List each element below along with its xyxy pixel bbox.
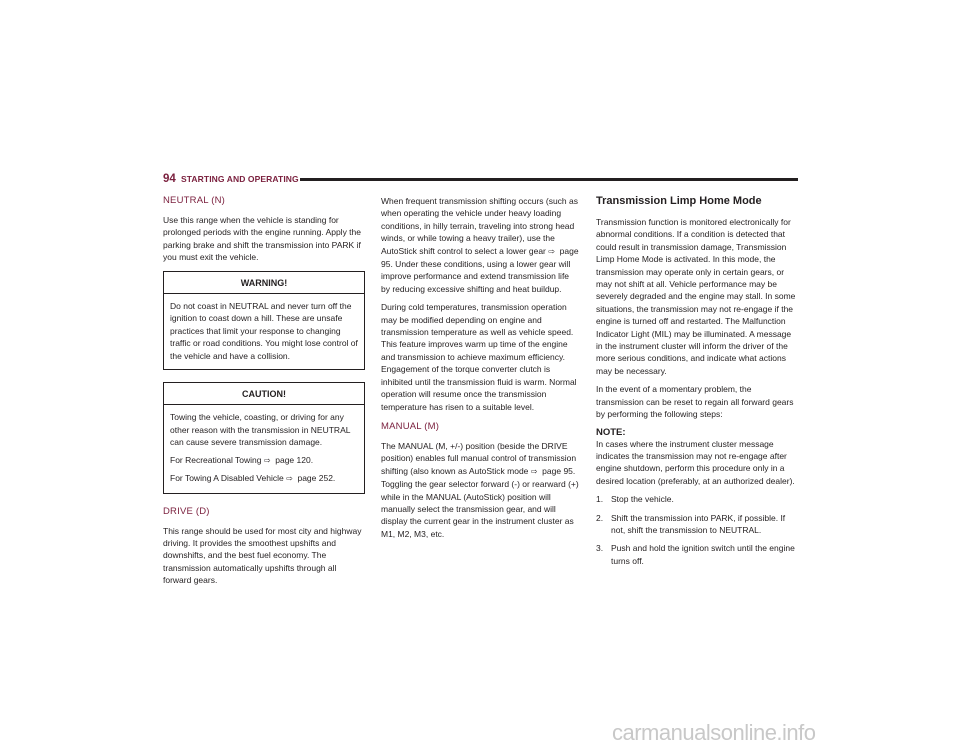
shifting-paragraph xyxy=(381,195,580,295)
section-title: STARTING AND OPERATING xyxy=(181,174,299,184)
caution-ref-towing xyxy=(170,454,358,467)
caution-text: Towing the vehicle, coasting, or driving for any other reason with the transmission in NEUTRAL can cause severe transmission damage. xyxy=(170,412,351,448)
shifting-ref-text[interactable]: page 95. Under these conditions, using a lower gear will improve performance and extend transmission life by reducing excessive shifting and heat buildup. xyxy=(381,245,579,294)
column-right xyxy=(596,195,798,573)
manual-paragraph xyxy=(381,440,580,540)
step-number: 2. xyxy=(596,512,604,523)
step-text: Push and hold the ignition switch until the engine turns off. xyxy=(611,543,795,566)
neutral-paragraph: Use this range when the vehicle is standing for prolonged periods with the engine running. Apply the parking brake and shift the transmission into PARK if you must exit the vehicle. xyxy=(163,215,362,263)
warning-title: WARNING! xyxy=(164,272,364,294)
column-left xyxy=(163,195,365,593)
caution-title: CAUTION! xyxy=(164,383,364,405)
drive-paragraph: This range should be used for most city and highway driving. It provides the smoothest upshifts and downshifts, and the best fuel economy. The transmission automatically upshifts through all forward gears. xyxy=(163,525,362,586)
arrow-ref-icon: ⇨ xyxy=(263,455,271,465)
ref-page-link[interactable]: page 252. xyxy=(297,473,336,484)
ref-page-link[interactable]: page 120. xyxy=(275,454,314,465)
limp-home-heading: Transmission Limp Home Mode xyxy=(596,195,762,207)
limp-home-paragraph: Transmission function is monitored electronically for abnormal conditions. If a condition is detected that could result in transmission damage, Transmission Limp Home Mode is activated. In this mode, the transmission may operate only in certain gears, or may not shift at all. Vehicle performance may be severely degraded and the engine may stall. In some situations, the transmission may not re-engage if the engine is turned off and restarted. The Malfunction Indicator Light (MIL) may be illuminated. A message in the instrument cluster will inform the driver of the more serious conditions, and indicate what actions may be necessary. xyxy=(596,217,796,376)
step-number: 3. xyxy=(596,543,604,554)
warning-box xyxy=(163,271,365,370)
reset-paragraph: In the event of a momentary problem, the transmission can be reset to regain all forward gears by performing the following steps: xyxy=(596,384,794,420)
note-paragraph: In cases where the instrument cluster message indicates the transmission may not re-engage after engine shutdown, perform this procedure only in a desired location (preferably, at an authorized dealer). xyxy=(596,438,795,486)
step-text: Shift the transmission into PARK, if possible. If not, shift the transmission to NEUTRAL. xyxy=(611,512,786,535)
steps-list xyxy=(596,493,798,567)
list-item xyxy=(596,542,798,567)
drive-heading: DRIVE (D) xyxy=(163,505,210,517)
neutral-heading: NEUTRAL (N) xyxy=(163,195,226,206)
manual-text: The MANUAL (M, +/-) position (beside the DRIVE position) enables full manual control of transmission shifting (also known as AutoStick mode xyxy=(381,440,577,476)
arrow-ref-icon: ⇨ xyxy=(530,466,538,476)
step-number: 1. xyxy=(596,494,604,505)
shifting-text: When frequent transmission shifting occurs (such as when operating the vehicle under heavy loading conditions, in hilly terrain, traveling into strong head winds, or while towing a heavy trailer), use the AutoStick shift control to select a lower gear xyxy=(381,196,579,256)
cold-temp-paragraph: During cold temperatures, transmission operation may be modified depending on engine and transmission temperature as well as vehicle speed. This feature improves warm up time of the engine and transmission to achieve maximum efficiency. Engagement of the torque converter clutch is inhibited until the transmission fluid is warm. Normal operation will resume once the transmission temperature has risen to a suitable level. xyxy=(381,302,577,412)
list-item xyxy=(596,493,798,505)
step-text: Stop the vehicle. xyxy=(611,494,674,505)
caution-ref-disabled xyxy=(170,472,358,485)
list-item xyxy=(596,512,798,537)
ref-label: For Towing A Disabled Vehicle xyxy=(170,473,284,484)
page-number: 94 xyxy=(163,173,176,185)
arrow-ref-icon: ⇨ xyxy=(548,246,555,256)
caution-box xyxy=(163,382,365,493)
column-middle xyxy=(381,195,580,546)
note-heading: NOTE: xyxy=(596,426,626,438)
watermark: carmanualsonline.info xyxy=(612,720,816,742)
header-rule xyxy=(300,178,798,181)
arrow-ref-icon: ⇨ xyxy=(286,474,293,484)
manual-heading: MANUAL (M) xyxy=(381,420,440,432)
page-header xyxy=(163,172,798,186)
ref-label: For Recreational Towing xyxy=(170,454,262,465)
warning-text: Do not coast in NEUTRAL and never turn off the ignition to coast down a hill. These are unsafe practices that limit your response to changing traffic or road conditions. You might lose control of the vehicle and have a collision. xyxy=(170,301,358,361)
manual-ref-text[interactable]: page 95. Toggling the gear selector forward (-) or rearward (+) while in the MANUAL (AutoStick) position will manually select the transmission gear, and will display the current gear in the instrument cluster as M1, M2, M3, etc. xyxy=(381,465,579,539)
